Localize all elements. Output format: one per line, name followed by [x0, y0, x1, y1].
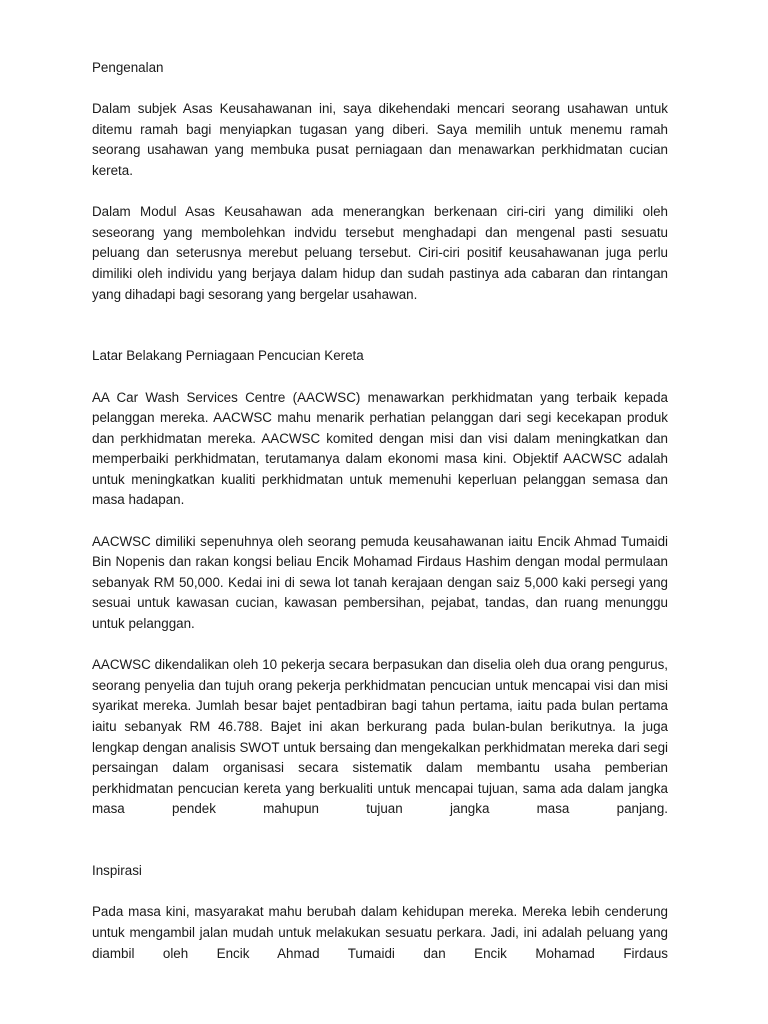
- section-heading-inspirasi: Inspirasi: [92, 863, 142, 879]
- section-heading-latar-belakang: Latar Belakang Perniagaan Pencucian Kereta: [92, 348, 364, 364]
- paragraph-background-1: AA Car Wash Services Centre (AACWSC) menawarkan perkhidmatan yang terbaik kepada pelanggan mereka. AACWSC mahu menarik perhatian pelanggan dari segi kecekapan produk dan perkhidmatan mereka. AACWSC komited dengan misi dan visi dalam meningkatkan dan memperbaiki perkhidmatan, terutamanya dalam ekonomi masa kini. Objektif AACWSC adalah untuk meningkatkan kualiti perkhidmatan untuk memenuhi keperluan pelanggan semasa dan masa hadapan.: [92, 389, 668, 508]
- spacer: [92, 182, 668, 203]
- spacer: [92, 79, 668, 100]
- paragraph-intro-2: Dalam Modul Asas Keusahawan ada menerangkan berkenaan ciri-ciri yang dimiliki oleh seseorang yang membolehkan indvidu tersebut menghadapi dan mengenal pasti sesuatu peluang dan seterusnya merebut peluang tersebut. Ciri-ciri positif keusahawanan juga perlu dimiliki oleh individu yang berjaya dalam hidup dan sudah pastinya ada cabaran dan rintangan yang dihadapi bagi sesorang yang bergelar usahawan.: [92, 204, 668, 302]
- paragraph-background-2: AACWSC dimiliki sepenuhnya oleh seorang pemuda keusahawanan iaitu Encik Ahmad Tumaidi Bin Nopenis dan rakan kongsi beliau Encik Mohamad Firdaus Hashim dengan modal permulaan sebanyak RM 50,000. Kedai ini di sewa lot tanah kerajaan dengan saiz 5,000 kaki persegi yang sesuai untuk kawasan cucian, kawasan pembersihan, pejabat, tandas, dan ruang menunggu untuk pelanggan.: [92, 533, 668, 632]
- spacer: [92, 305, 668, 346]
- paragraph-intro-1: Dalam subjek Asas Keusahawanan ini, saya dikehendaki mencari seorang usahawan untuk ditemu ramah bagi menyiapkan tugasan yang diberi. Saya memilih untuk menemu ramah seorang usahawan yang membuka pusat perniagaan dan menawarkan perkhidmatan cucian kereta.: [92, 101, 668, 178]
- spacer: [92, 635, 668, 656]
- spacer: [92, 367, 668, 388]
- spacer: [92, 820, 668, 861]
- paragraph-inspiration-1: Pada masa kini, masyarakat mahu berubah dalam kehidupan mereka. Mereka lebih cenderung untuk mengambil jalan mudah untuk melakukan sesuatu perkara. Jadi, ini adalah peluang yang diambil oleh Encik Ahmad Tumaidi dan Encik Mohamad Firdaus: [92, 904, 668, 961]
- section-heading-pengenalan: Pengenalan: [92, 60, 164, 75]
- paragraph-background-3: AACWSC dikendalikan oleh 10 pekerja secara berpasukan dan diselia oleh dua orang pengurus, seorang penyelia dan tujuh orang pekerja perkhidmatan pencucian untuk mencapai visi dan misi syarikat mereka. Jumlah besar bajet pentadbiran bagi tahun pertama, iaitu pada bulan pertama iaitu sebanyak RM 46.788. Bajet ini akan berkurang pada bulan-bulan berikutnya. Ia juga lengkap dengan analisis SWOT untuk bersaing dan mengekalkan perkhidmatan mereka dari segi persaingan dalam organisasi secara sistematik dalam membantu usaha pemberian perkhidmatan pencucian kereta yang berkualiti untuk mencapai tujuan, sama ada dalam jangka masa pendek mahupun tujuan jangka masa panjang.: [92, 657, 668, 817]
- document-body: [92, 58, 668, 964]
- spacer: [92, 511, 668, 532]
- spacer: [92, 882, 668, 903]
